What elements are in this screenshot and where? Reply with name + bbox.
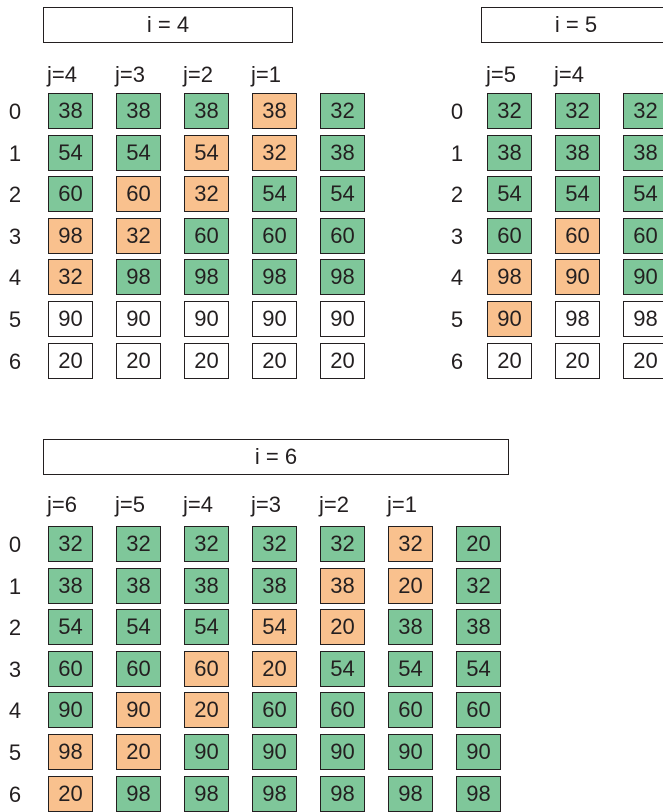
array-cell: 54 bbox=[252, 609, 297, 645]
array-cell: 60 bbox=[184, 218, 229, 254]
array-cell: 38 bbox=[116, 93, 161, 129]
column-label: j=1 bbox=[251, 62, 281, 87]
array-cell: 90 bbox=[623, 259, 663, 295]
column-label: j=3 bbox=[251, 492, 281, 517]
array-cell: 90 bbox=[555, 259, 600, 295]
row-index-label: 4 bbox=[8, 698, 22, 724]
array-cell: 54 bbox=[48, 609, 93, 645]
array-cell: 60 bbox=[456, 692, 501, 728]
array-cell: 32 bbox=[252, 135, 297, 171]
array-cell: 98 bbox=[116, 259, 161, 295]
array-cell: 90 bbox=[252, 734, 297, 770]
column-label: j=4 bbox=[47, 62, 77, 87]
array-cell: 32 bbox=[487, 93, 532, 129]
array-cell: 54 bbox=[555, 176, 600, 212]
array-cell: 20 bbox=[252, 343, 297, 379]
row-index-label: 1 bbox=[8, 573, 22, 599]
array-cell: 32 bbox=[252, 526, 297, 562]
array-cell: 60 bbox=[48, 651, 93, 687]
row-index-label: 6 bbox=[8, 781, 22, 807]
array-cell: 90 bbox=[252, 301, 297, 337]
array-cell: 54 bbox=[184, 135, 229, 171]
column-label: j=3 bbox=[115, 62, 145, 87]
array-cell: 20 bbox=[48, 343, 93, 379]
array-cell: 98 bbox=[388, 776, 433, 812]
panel-title: i = 5 bbox=[481, 7, 663, 43]
array-cell: 38 bbox=[320, 568, 365, 604]
row-index-label: 5 bbox=[450, 307, 464, 332]
row-index-label: 2 bbox=[8, 182, 22, 208]
row-index-label: 2 bbox=[450, 182, 464, 208]
row-index-label: 6 bbox=[450, 348, 464, 374]
row-index-label: 4 bbox=[8, 265, 22, 291]
array-cell: 32 bbox=[320, 93, 365, 129]
row-index-label: 1 bbox=[8, 140, 22, 166]
array-cell: 38 bbox=[320, 135, 365, 171]
row-index-label: 0 bbox=[8, 532, 22, 557]
array-cell: 90 bbox=[320, 734, 365, 770]
array-cell: 98 bbox=[48, 218, 93, 254]
array-cell: 20 bbox=[116, 343, 161, 379]
array-cell: 38 bbox=[184, 93, 229, 129]
array-cell: 60 bbox=[184, 651, 229, 687]
array-cell: 98 bbox=[184, 259, 229, 295]
row-index-label: 1 bbox=[450, 140, 464, 166]
array-cell: 32 bbox=[116, 526, 161, 562]
array-cell: 20 bbox=[456, 526, 501, 562]
array-cell: 60 bbox=[388, 692, 433, 728]
array-cell: 98 bbox=[456, 776, 501, 812]
array-cell: 54 bbox=[388, 651, 433, 687]
array-cell: 98 bbox=[48, 734, 93, 770]
array-cell: 90 bbox=[184, 734, 229, 770]
array-cell: 20 bbox=[252, 651, 297, 687]
array-cell: 90 bbox=[320, 301, 365, 337]
array-cell: 60 bbox=[252, 218, 297, 254]
array-cell: 32 bbox=[116, 218, 161, 254]
array-cell: 32 bbox=[456, 568, 501, 604]
array-cell: 20 bbox=[184, 343, 229, 379]
array-cell: 60 bbox=[116, 651, 161, 687]
row-index-label: 5 bbox=[8, 307, 22, 332]
array-cell: 54 bbox=[623, 176, 663, 212]
column-label: j=1 bbox=[387, 492, 417, 517]
array-cell: 54 bbox=[252, 176, 297, 212]
array-cell: 32 bbox=[555, 93, 600, 129]
row-index-label: 0 bbox=[450, 99, 464, 124]
column-label: j=6 bbox=[47, 492, 77, 517]
array-cell: 90 bbox=[48, 301, 93, 337]
array-cell: 20 bbox=[320, 343, 365, 379]
column-label: j=4 bbox=[554, 62, 584, 87]
column-label: j=4 bbox=[183, 492, 213, 517]
row-index-label: 3 bbox=[8, 223, 22, 249]
array-cell: 20 bbox=[320, 609, 365, 645]
row-index-label: 3 bbox=[8, 656, 22, 682]
array-cell: 98 bbox=[320, 259, 365, 295]
array-cell: 54 bbox=[456, 651, 501, 687]
array-cell: 38 bbox=[116, 568, 161, 604]
array-cell: 54 bbox=[116, 609, 161, 645]
array-cell: 60 bbox=[555, 218, 600, 254]
array-cell: 20 bbox=[487, 343, 532, 379]
array-cell: 20 bbox=[555, 343, 600, 379]
array-cell: 60 bbox=[48, 176, 93, 212]
array-cell: 32 bbox=[388, 526, 433, 562]
array-cell: 98 bbox=[252, 259, 297, 295]
array-cell: 90 bbox=[48, 692, 93, 728]
array-cell: 32 bbox=[320, 526, 365, 562]
array-cell: 90 bbox=[487, 301, 532, 337]
array-cell: 38 bbox=[388, 609, 433, 645]
array-cell: 32 bbox=[48, 259, 93, 295]
array-cell: 20 bbox=[388, 568, 433, 604]
array-cell: 38 bbox=[252, 568, 297, 604]
array-cell: 60 bbox=[116, 176, 161, 212]
array-cell: 20 bbox=[623, 343, 663, 379]
panel-title: i = 4 bbox=[43, 7, 293, 43]
array-cell: 60 bbox=[487, 218, 532, 254]
array-cell: 54 bbox=[48, 135, 93, 171]
array-cell: 38 bbox=[623, 135, 663, 171]
array-cell: 32 bbox=[184, 176, 229, 212]
row-index-label: 5 bbox=[8, 740, 22, 765]
array-cell: 32 bbox=[623, 93, 663, 129]
column-label: j=2 bbox=[319, 492, 349, 517]
array-cell: 98 bbox=[252, 776, 297, 812]
array-cell: 98 bbox=[320, 776, 365, 812]
row-index-label: 6 bbox=[8, 348, 22, 374]
array-cell: 54 bbox=[184, 609, 229, 645]
array-cell: 54 bbox=[116, 135, 161, 171]
array-cell: 54 bbox=[320, 651, 365, 687]
array-cell: 60 bbox=[320, 692, 365, 728]
array-cell: 98 bbox=[623, 301, 663, 337]
array-cell: 90 bbox=[456, 734, 501, 770]
array-cell: 32 bbox=[184, 526, 229, 562]
array-cell: 20 bbox=[116, 734, 161, 770]
row-index-label: 2 bbox=[8, 615, 22, 641]
row-index-label: 3 bbox=[450, 223, 464, 249]
array-cell: 20 bbox=[48, 776, 93, 812]
array-cell: 38 bbox=[456, 609, 501, 645]
array-cell: 54 bbox=[320, 176, 365, 212]
column-label: j=5 bbox=[486, 62, 516, 87]
array-cell: 90 bbox=[116, 301, 161, 337]
array-cell: 38 bbox=[48, 93, 93, 129]
array-cell: 98 bbox=[116, 776, 161, 812]
array-cell: 32 bbox=[48, 526, 93, 562]
array-cell: 60 bbox=[320, 218, 365, 254]
array-cell: 60 bbox=[252, 692, 297, 728]
array-cell: 98 bbox=[487, 259, 532, 295]
row-index-label: 4 bbox=[450, 265, 464, 291]
panel-title: i = 6 bbox=[43, 439, 509, 475]
row-index-label: 0 bbox=[8, 99, 22, 124]
array-cell: 38 bbox=[48, 568, 93, 604]
array-cell: 20 bbox=[184, 692, 229, 728]
array-cell: 38 bbox=[487, 135, 532, 171]
array-cell: 38 bbox=[555, 135, 600, 171]
array-cell: 60 bbox=[623, 218, 663, 254]
array-cell: 90 bbox=[184, 301, 229, 337]
array-cell: 98 bbox=[184, 776, 229, 812]
array-cell: 54 bbox=[487, 176, 532, 212]
array-cell: 90 bbox=[116, 692, 161, 728]
array-cell: 90 bbox=[388, 734, 433, 770]
column-label: j=5 bbox=[115, 492, 145, 517]
column-label: j=2 bbox=[183, 62, 213, 87]
array-cell: 98 bbox=[555, 301, 600, 337]
array-cell: 38 bbox=[184, 568, 229, 604]
array-cell: 38 bbox=[252, 93, 297, 129]
